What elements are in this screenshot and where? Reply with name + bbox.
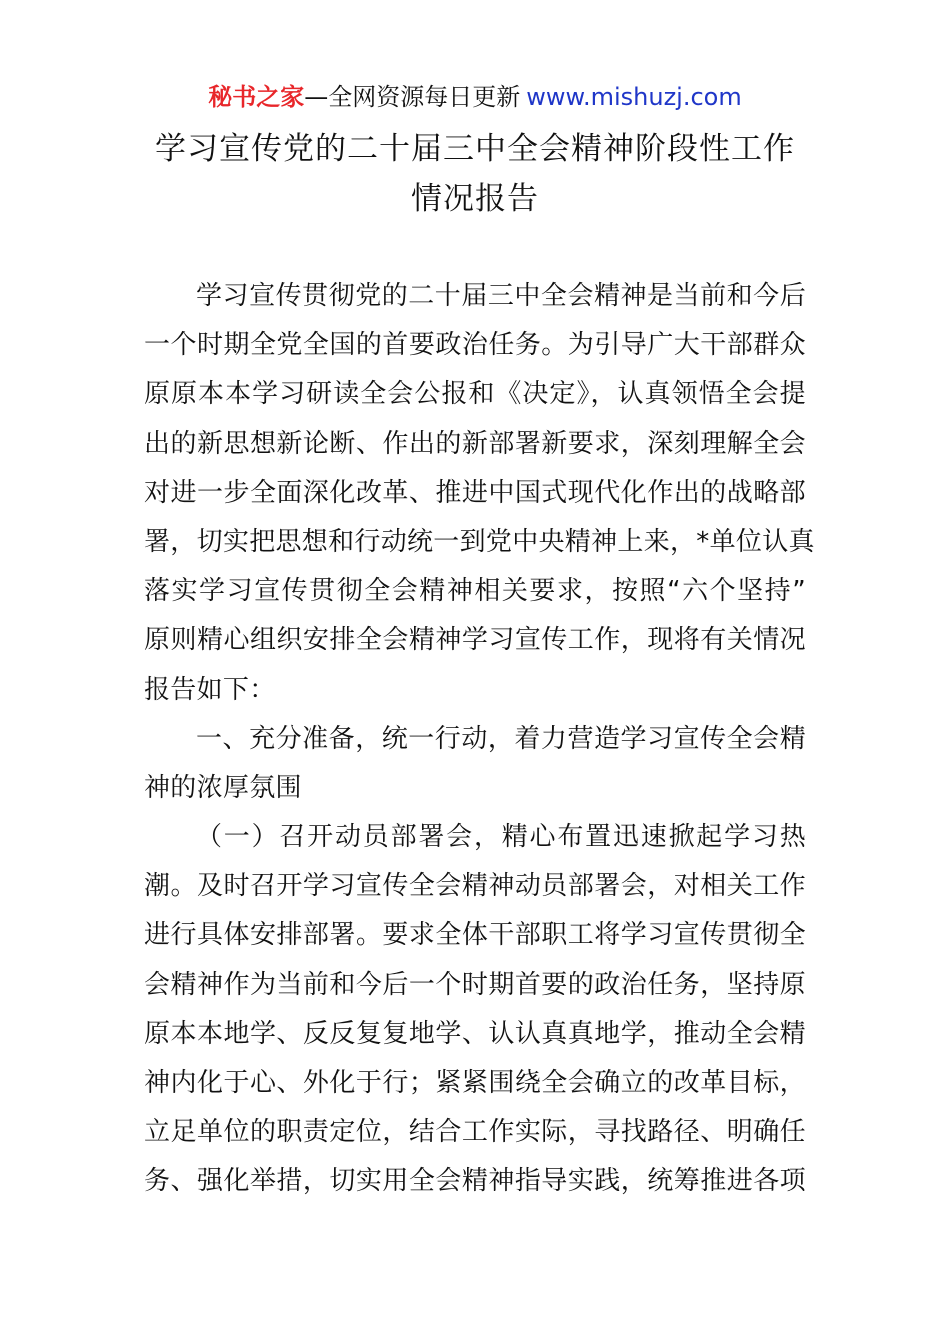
site-tagline: —全网资源每日更新 <box>304 83 521 111</box>
section-heading-line: 一、充分准备，统一行动，着力营造学习宣传全会精 <box>196 723 806 754</box>
document-title <box>60 124 890 224</box>
body-line: 立足单位的职责定位，结合工作实际，寻找路径、明确任 <box>144 1117 806 1148</box>
site-url-link[interactable]: www.mishuzj.com <box>526 83 742 111</box>
body-line: 出的新思想新论断、作出的新部署新要求，深刻理解全会 <box>144 428 806 459</box>
site-name: 秘书之家 <box>208 83 305 111</box>
site-header <box>0 80 950 114</box>
body-line: 神内化于心、外化于行；紧紧围绕全会确立的改革目标， <box>144 1068 806 1098</box>
document-title-line: 学习宣传党的二十届三中全会精神阶段性工作 <box>155 131 795 167</box>
body-line: 落实学习宣传贯彻全会精神相关要求，按照“六个坚持” <box>144 576 806 607</box>
body-line: 署，切实把思想和行动统一到党中央精神上来，*单位认真 <box>144 526 815 557</box>
body-line: 进行具体安排部署。要求全体干部职工将学习宣传贯彻全 <box>144 920 806 951</box>
body-line: 原本本地学、反反复复地学、认认真真地学，推动全会精 <box>144 1018 806 1049</box>
subsection-line: （一）召开动员部署会，精心布置迅速掀起学习热 <box>196 822 806 853</box>
body-line: 务、强化举措，切实用全会精神指导实践，统筹推进各项 <box>144 1166 806 1197</box>
body-line: 报告如下： <box>144 674 276 705</box>
body-line: 一个时期全党全国的首要政治任务。为引导广大干部群众 <box>144 330 806 361</box>
body-line: 原则精心组织安排全会精神学习宣传工作，现将有关情况 <box>144 625 806 656</box>
body-line: 对进一步全面深化改革、推进中国式现代化作出的战略部 <box>144 477 806 508</box>
body-line: 原原本本学习研读全会公报和《决定》，认真领悟全会提 <box>144 379 806 410</box>
body-line: 学习宣传贯彻党的二十届三中全会精神是当前和今后 <box>196 281 806 311</box>
document-title-line: 情况报告 <box>411 181 539 217</box>
section-heading-line: 神的浓厚氛围 <box>144 772 302 803</box>
document-body <box>144 272 815 1207</box>
body-line: 会精神作为当前和今后一个时期首要的政治任务，坚持原 <box>144 969 806 1000</box>
body-line: 潮。及时召开学习宣传全会精神动员部署会，对相关工作 <box>144 871 806 902</box>
